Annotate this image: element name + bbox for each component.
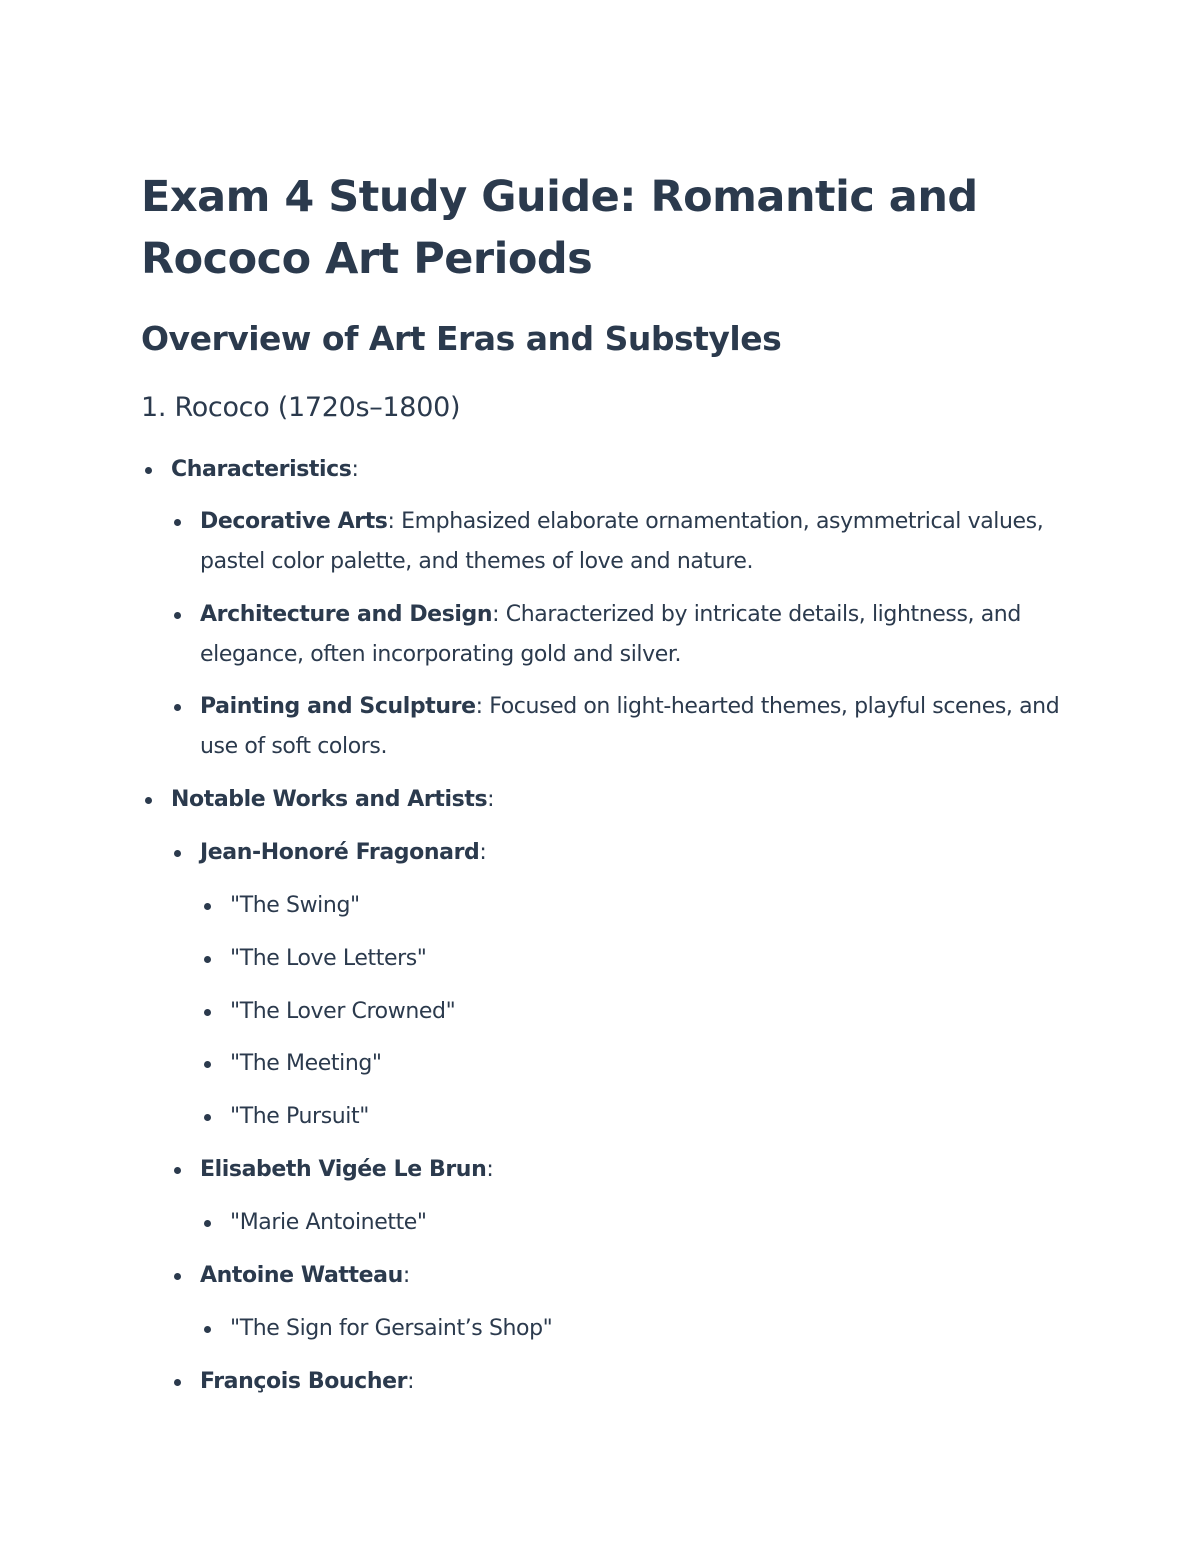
artist-name: François Boucher	[200, 1369, 408, 1394]
bullet-icon	[174, 519, 181, 526]
document-page	[141, 166, 1071, 1394]
bullet-icon	[174, 704, 181, 711]
bullet-icon	[174, 1379, 181, 1386]
list-item-decorative-arts: Decorative Arts: Emphasized elaborate ornamentation, asymmetrical values, pastel color palette, and themes of love and nature.	[200, 502, 1070, 582]
list-item-architecture: Architecture and Design: Characterized by intricate details, lightness, and elegance, often incorporating gold and silver.	[200, 595, 1070, 675]
bullet-icon	[174, 1273, 181, 1280]
work-title: "The Sign for Gersaint’s Shop"	[230, 1316, 553, 1341]
work-title: "The Pursuit"	[230, 1104, 369, 1129]
list-item-artist: Jean-Honoré Fragonard:	[200, 833, 1070, 873]
work-title: "The Meeting"	[230, 1051, 382, 1076]
work-title: "The Love Letters"	[230, 946, 427, 971]
list-item-work	[230, 939, 427, 979]
artist-name: Antoine Watteau	[200, 1263, 403, 1288]
bullet-icon	[204, 1220, 211, 1227]
work-title: "The Lover Crowned"	[230, 999, 456, 1024]
bullet-icon	[204, 1009, 211, 1016]
item-text: Characterized by intricate details, lightness, and elegance, often incorporating gold and silver.	[200, 602, 1021, 667]
item-term: Decorative Arts	[200, 509, 388, 534]
list-item-artist: Antoine Watteau:	[200, 1256, 1070, 1296]
list-item-work	[230, 1309, 552, 1349]
bullet-icon	[174, 612, 181, 619]
list-item-notable-works: Notable Works and Artists:	[171, 780, 494, 820]
item-term: Painting and Sculpture	[200, 694, 476, 719]
list-item-characteristics: Characteristics:	[171, 450, 359, 490]
list-item-work	[230, 992, 455, 1032]
work-title: "Marie Antoinette"	[230, 1210, 427, 1235]
list-item-work	[230, 1097, 369, 1137]
section-heading: Overview of Art Eras and Substyles	[141, 319, 782, 358]
document-title: Exam 4 Study Guide: Romantic and Rococo Art Periods	[141, 172, 978, 284]
item-label: Characteristics	[171, 457, 352, 482]
item-label: Notable Works and Artists	[171, 787, 488, 812]
bullet-icon	[204, 1114, 211, 1121]
bullet-icon	[174, 850, 181, 857]
bullet-icon	[145, 467, 152, 474]
list-item-painting: Painting and Sculpture: Focused on light-hearted themes, playful scenes, and use of soft colors.	[200, 687, 1070, 767]
list-item-work	[230, 1044, 382, 1084]
artist-name: Elisabeth Vigée Le Brun	[200, 1157, 487, 1182]
artist-name: Jean-Honoré Fragonard	[200, 840, 480, 865]
bullet-icon	[174, 1167, 181, 1174]
bullet-icon	[204, 956, 211, 963]
bullet-icon	[145, 797, 152, 804]
item-text: Emphasized elaborate ornamentation, asymmetrical values, pastel color palette, and themes of love and nature.	[200, 509, 1044, 574]
list-item-artist: François Boucher:	[200, 1362, 1070, 1402]
bullet-icon	[204, 903, 211, 910]
subsection-heading: 1. Rococo (1720s–1800)	[141, 392, 461, 423]
work-title: "The Swing"	[230, 893, 360, 918]
list-item-artist: Elisabeth Vigée Le Brun:	[200, 1150, 1070, 1190]
list-item-work	[230, 1203, 427, 1243]
bullet-icon	[204, 1326, 211, 1333]
list-item-work	[230, 886, 360, 926]
item-term: Architecture and Design	[200, 602, 493, 627]
bullet-icon	[204, 1061, 211, 1068]
item-text: Focused on light-hearted themes, playful scenes, and use of soft colors.	[200, 694, 1060, 759]
